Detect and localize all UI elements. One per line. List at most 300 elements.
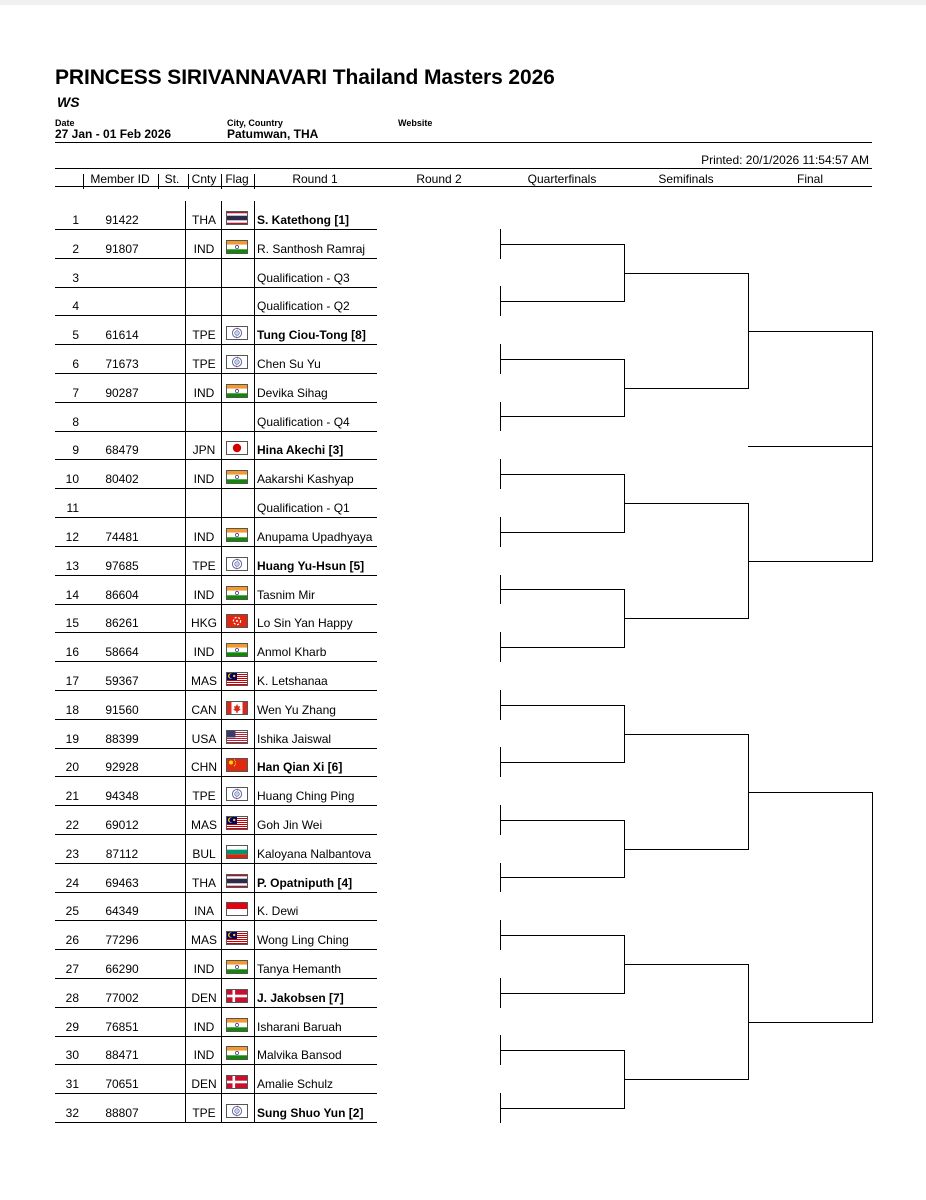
cell-divider <box>185 403 186 432</box>
cell-divider <box>221 777 222 806</box>
country-code: MAS <box>190 818 217 832</box>
draw-entry-row <box>55 720 377 749</box>
columns-bottom-rule <box>55 186 872 187</box>
country-code: TPE <box>192 357 216 372</box>
country-code: THA <box>192 213 216 227</box>
draw-position: 29 <box>65 1019 79 1034</box>
semifinal-connector <box>624 849 748 850</box>
player-name: Tanya Hemanth <box>257 962 342 977</box>
draw-entry-row <box>55 403 377 432</box>
cell-divider <box>254 403 255 432</box>
quarterfinal-connector <box>500 1050 624 1051</box>
member-id: 76851 <box>105 1019 139 1034</box>
cell-divider <box>221 662 222 691</box>
draw-position: 15 <box>65 616 79 631</box>
draw-entry-row <box>55 1065 377 1094</box>
india-flag <box>226 240 248 254</box>
cell-divider <box>221 1008 222 1037</box>
cell-divider <box>221 950 222 979</box>
country-code: TPE <box>192 328 216 343</box>
draw-entry-row <box>55 460 377 489</box>
cell-divider <box>185 1008 186 1037</box>
draw-position: 20 <box>65 760 79 775</box>
cell-divider <box>185 374 186 403</box>
col-round2: Round 2 <box>416 172 462 186</box>
cell-divider <box>221 691 222 720</box>
denmark-flag <box>226 989 248 1003</box>
cell-divider <box>185 892 186 921</box>
draw-position: 27 <box>65 962 79 977</box>
quarterfinal-connector <box>500 474 624 475</box>
cell-divider <box>221 230 222 259</box>
final-connector <box>748 331 872 332</box>
draw-position: 28 <box>65 990 79 1005</box>
player-name: R. Santhosh Ramraj <box>257 241 366 256</box>
cell-divider <box>254 806 255 835</box>
cell-divider <box>254 662 255 691</box>
cell-divider <box>221 460 222 489</box>
country-code: TPE <box>192 558 216 573</box>
seeded-player-name: J. Jakobsen [7] <box>257 990 344 1005</box>
player-name: Wen Yu Zhang <box>257 702 336 717</box>
cell-divider <box>254 1065 255 1094</box>
cell-divider <box>254 259 255 288</box>
draw-entry-row <box>55 287 377 316</box>
chinese-taipei-flag <box>226 557 248 571</box>
member-id: 69012 <box>105 818 139 832</box>
final-connector <box>872 331 873 562</box>
cell-divider <box>254 864 255 893</box>
final-connector <box>748 561 872 562</box>
cell-divider <box>185 316 186 345</box>
member-id: 69463 <box>105 875 139 890</box>
draw-entry-row <box>55 604 377 633</box>
country-code: IND <box>193 472 215 487</box>
draw-entry-row <box>55 547 377 576</box>
quarterfinal-connector <box>500 416 624 417</box>
draw-entry-row <box>55 518 377 547</box>
draw-position: 12 <box>65 529 79 544</box>
cell-divider <box>185 259 186 288</box>
draw-position: 31 <box>65 1077 79 1092</box>
cell-divider <box>254 633 255 662</box>
cell-divider <box>254 950 255 979</box>
country-code: USA <box>191 731 217 746</box>
denmark-flag <box>226 1075 248 1089</box>
draw-entry-row <box>55 316 377 345</box>
cell-divider <box>185 576 186 605</box>
thailand-flag <box>226 211 248 225</box>
country-code: TPE <box>192 1106 216 1121</box>
draw-entry-row <box>55 979 377 1008</box>
col-member-id: Member ID <box>90 172 150 186</box>
cell-divider <box>254 316 255 345</box>
seeded-player-name: P. Opatniputh [4] <box>257 875 353 890</box>
quarterfinal-connector <box>500 877 624 878</box>
member-id: 87112 <box>105 846 139 861</box>
country-code: IND <box>193 587 215 602</box>
cell-divider <box>221 1094 222 1123</box>
draw-entry-row <box>55 1008 377 1037</box>
thailand-flag <box>226 874 248 888</box>
draw-position: 14 <box>65 587 79 602</box>
cell-divider <box>254 431 255 460</box>
country-code: DEN <box>191 990 217 1005</box>
draw-entry-row <box>55 1036 377 1065</box>
cell-divider <box>254 1094 255 1123</box>
member-id: 94348 <box>105 789 139 804</box>
draw-position: 10 <box>65 472 79 487</box>
cell-divider <box>185 201 186 230</box>
draw-entry-row <box>55 691 377 720</box>
country-code: THA <box>192 875 216 890</box>
cell-divider <box>185 720 186 749</box>
draw-entry-row <box>55 835 377 864</box>
cell-divider <box>221 1065 222 1094</box>
draw-entry-row <box>55 806 377 835</box>
cell-divider <box>221 287 222 316</box>
country-code: TPE <box>192 789 216 804</box>
draw-entry-row <box>55 1094 377 1123</box>
member-id: 88471 <box>105 1048 139 1063</box>
seeded-player-name: Sung Shuo Yun [2] <box>257 1106 364 1121</box>
draw-entry-row <box>55 489 377 518</box>
bulgaria-flag <box>226 845 248 859</box>
player-name: Amalie Schulz <box>257 1077 334 1092</box>
cell-divider <box>221 259 222 288</box>
cell-divider <box>221 576 222 605</box>
member-id: 91422 <box>105 213 139 227</box>
draw-position: 24 <box>65 875 79 890</box>
cell-divider <box>254 1036 255 1065</box>
cell-divider <box>221 633 222 662</box>
member-id: 70651 <box>105 1077 139 1092</box>
country-code: DEN <box>191 1077 217 1092</box>
draw-position: 23 <box>65 846 79 861</box>
draw-position: 30 <box>65 1048 79 1063</box>
member-id: 66290 <box>105 962 139 977</box>
player-name: Wong Ling Ching <box>257 933 349 948</box>
cell-divider <box>221 748 222 777</box>
quarterfinal-connector <box>500 647 624 648</box>
cell-divider <box>185 777 186 806</box>
draw-entry-row <box>55 431 377 460</box>
malaysia-flag <box>226 816 248 830</box>
quarterfinal-connector <box>500 820 624 821</box>
india-flag <box>226 384 248 398</box>
draw-position: 2 <box>72 241 79 256</box>
member-id: 92928 <box>105 760 139 775</box>
col-round1: Round 1 <box>292 172 338 186</box>
semifinal-connector <box>624 503 748 504</box>
cell-divider <box>185 460 186 489</box>
country-code: INA <box>193 904 214 919</box>
quarterfinal-connector <box>500 359 624 360</box>
quarterfinal-connector <box>500 935 624 936</box>
india-flag <box>226 470 248 484</box>
malaysia-flag <box>226 931 248 945</box>
country-code: IND <box>193 645 215 660</box>
cell-divider <box>185 489 186 518</box>
cell-divider <box>221 547 222 576</box>
country-code: IND <box>193 385 215 400</box>
member-id: 80402 <box>105 472 139 487</box>
country-code: IND <box>193 529 215 544</box>
cell-divider <box>254 835 255 864</box>
draw-position: 6 <box>72 357 79 372</box>
col-final: Final <box>796 172 823 186</box>
draw-position: 13 <box>65 558 79 573</box>
seeded-player-name: S. Katethong [1] <box>257 213 349 227</box>
cell-divider <box>221 316 222 345</box>
cell-divider <box>254 720 255 749</box>
header-rule <box>55 142 872 143</box>
city-label: City, Country <box>227 118 283 128</box>
seeded-player-name: Han Qian Xi [6] <box>257 760 343 775</box>
member-id: 86604 <box>105 587 139 602</box>
country-code: CAN <box>191 702 217 717</box>
india-flag <box>226 960 248 974</box>
member-id: 77002 <box>105 990 139 1005</box>
cell-divider <box>254 201 255 230</box>
member-id: 64349 <box>105 904 139 919</box>
japan-flag <box>226 441 248 455</box>
cell-divider <box>254 979 255 1008</box>
event-code: WS <box>57 94 80 110</box>
india-flag <box>226 643 248 657</box>
col-country: Cnty <box>191 172 217 186</box>
draw-position: 5 <box>72 328 79 343</box>
cell-divider <box>254 921 255 950</box>
player-name: Lo Sin Yan Happy <box>257 616 353 631</box>
country-code: MAS <box>190 673 217 688</box>
player-name: Anmol Kharb <box>257 645 327 660</box>
country-code: BUL <box>192 846 216 861</box>
semifinal-connector <box>624 964 748 965</box>
draw-entry-row <box>55 374 377 403</box>
tournament-title: PRINCESS SIRIVANNAVARI Thailand Masters 2026 <box>55 66 555 89</box>
cell-divider <box>185 662 186 691</box>
member-id: 91560 <box>105 702 139 717</box>
member-id: 91807 <box>105 241 139 256</box>
cell-divider <box>221 806 222 835</box>
country-code: IND <box>193 1019 215 1034</box>
country-code: IND <box>193 962 215 977</box>
cell-divider <box>185 691 186 720</box>
cell-divider <box>221 431 222 460</box>
columns-top-rule <box>55 168 872 169</box>
usa-flag <box>226 730 248 744</box>
quarterfinal-connector <box>500 301 624 302</box>
member-id: 68479 <box>105 443 139 458</box>
india-flag <box>226 1018 248 1032</box>
date-label: Date <box>55 118 75 128</box>
semifinal-connector <box>624 1079 748 1080</box>
player-name: Tasnim Mir <box>257 587 316 602</box>
draw-entry-row <box>55 259 377 288</box>
quarterfinal-connector <box>500 762 624 763</box>
cell-divider <box>254 345 255 374</box>
member-id: 74481 <box>105 529 139 544</box>
draw-entry-row <box>55 921 377 950</box>
draw-entry-row <box>55 864 377 893</box>
cell-divider <box>254 748 255 777</box>
india-flag <box>226 586 248 600</box>
china-flag <box>226 758 248 772</box>
player-name: Qualification - Q2 <box>257 299 350 314</box>
member-id: 88399 <box>105 731 139 746</box>
member-id: 77296 <box>105 933 139 948</box>
malaysia-flag <box>226 672 248 686</box>
draw-position: 11 <box>66 501 79 516</box>
cell-divider <box>254 230 255 259</box>
quarterfinal-connector <box>500 993 624 994</box>
cell-divider <box>185 921 186 950</box>
draw-entry-row <box>55 345 377 374</box>
cell-divider <box>221 921 222 950</box>
cell-divider <box>254 604 255 633</box>
draw-entry-row <box>55 748 377 777</box>
player-name: Qualification - Q3 <box>257 270 350 285</box>
draw-position: 25 <box>65 904 79 919</box>
country-code: CHN <box>191 760 217 775</box>
cell-divider <box>254 374 255 403</box>
chinese-taipei-flag <box>226 326 248 340</box>
cell-divider <box>185 604 186 633</box>
city-value: Patumwan, THA <box>227 127 319 141</box>
draw-position: 22 <box>65 818 79 832</box>
member-id: 88807 <box>105 1106 139 1121</box>
cell-divider <box>221 864 222 893</box>
player-name: Kaloyana Nalbantova <box>257 846 372 861</box>
semifinal-connector <box>624 388 748 389</box>
cell-divider <box>221 403 222 432</box>
cell-divider <box>254 460 255 489</box>
printed-timestamp: Printed: 20/1/2026 11:54:57 AM <box>701 153 869 167</box>
player-name: Qualification - Q4 <box>257 414 350 429</box>
member-id: 59367 <box>105 673 139 688</box>
draw-sheet <box>0 5 926 1200</box>
draw-entry-row <box>55 950 377 979</box>
cell-divider <box>185 1065 186 1094</box>
draw-entry-row <box>55 633 377 662</box>
final-connector <box>748 1022 872 1023</box>
draw-entry-row <box>55 230 377 259</box>
country-code: MAS <box>190 933 217 948</box>
draw-position: 26 <box>65 933 79 948</box>
draw-entry-row <box>55 777 377 806</box>
cell-divider <box>254 287 255 316</box>
cell-divider <box>185 835 186 864</box>
cell-divider <box>221 604 222 633</box>
player-name: Ishika Jaiswal <box>257 731 332 746</box>
player-name: Chen Su Yu <box>257 357 321 372</box>
member-id: 58664 <box>105 645 139 660</box>
website-label: Website <box>398 118 433 128</box>
final-connector <box>748 792 872 793</box>
player-name: K. Dewi <box>257 904 299 919</box>
cell-divider <box>185 518 186 547</box>
cell-divider <box>254 547 255 576</box>
semifinal-connector <box>624 273 748 274</box>
india-flag <box>226 528 248 542</box>
cell-divider <box>254 1008 255 1037</box>
player-name: K. Letshanaa <box>257 673 328 688</box>
country-code: IND <box>193 1048 215 1063</box>
cell-divider <box>185 633 186 662</box>
draw-position: 17 <box>65 673 79 688</box>
cell-divider <box>221 489 222 518</box>
player-name: Malvika Bansod <box>257 1048 342 1063</box>
cell-divider <box>185 748 186 777</box>
cell-divider <box>185 431 186 460</box>
date-value: 27 Jan - 01 Feb 2026 <box>55 127 172 141</box>
quarterfinal-connector <box>500 705 624 706</box>
player-name: Qualification - Q1 <box>257 501 350 516</box>
chinese-taipei-flag <box>226 355 248 369</box>
cell-divider <box>221 345 222 374</box>
quarterfinal-connector <box>500 244 624 245</box>
cell-divider <box>185 345 186 374</box>
cell-divider <box>185 230 186 259</box>
draw-entry-row <box>55 201 377 230</box>
col-quarterfinals: Quarterfinals <box>527 172 597 186</box>
chinese-taipei-flag <box>226 787 248 801</box>
member-id: 90287 <box>105 385 139 400</box>
cell-divider <box>185 287 186 316</box>
champion-line <box>748 446 872 447</box>
seeded-player-name: Hina Akechi [3] <box>257 443 344 458</box>
cell-divider <box>185 1036 186 1065</box>
draw-position: 8 <box>72 414 79 429</box>
player-name: Aakarshi Kashyap <box>257 472 354 487</box>
draw-position: 18 <box>65 702 79 717</box>
col-status: St. <box>164 172 180 186</box>
member-id: 86261 <box>105 616 139 631</box>
chinese-taipei-flag <box>226 1104 248 1118</box>
cell-divider <box>185 806 186 835</box>
player-name: Isharani Baruah <box>257 1019 342 1034</box>
row-underline <box>55 1122 377 1123</box>
draw-position: 7 <box>72 385 79 400</box>
semifinal-connector <box>624 618 748 619</box>
draw-position: 1 <box>72 213 79 227</box>
hong-kong-flag <box>226 614 248 628</box>
cell-divider <box>221 720 222 749</box>
quarterfinal-connector <box>500 589 624 590</box>
draw-position: 16 <box>65 645 79 660</box>
quarterfinal-connector <box>500 1108 624 1109</box>
draw-position: 4 <box>72 299 79 314</box>
draw-position: 9 <box>72 443 79 458</box>
indonesia-flag <box>226 902 248 916</box>
player-name: Devika Sihag <box>257 385 328 400</box>
draw-position: 19 <box>65 731 79 746</box>
draw-entry-row <box>55 576 377 605</box>
cell-divider <box>221 201 222 230</box>
player-name: Anupama Upadhyaya <box>257 529 373 544</box>
cell-divider <box>254 892 255 921</box>
cell-divider <box>185 979 186 1008</box>
player-name: Huang Ching Ping <box>257 789 355 804</box>
member-id: 97685 <box>105 558 139 573</box>
cell-divider <box>221 979 222 1008</box>
india-flag <box>226 1046 248 1060</box>
country-code: HKG <box>190 616 217 631</box>
cell-divider <box>221 1036 222 1065</box>
country-code: JPN <box>192 443 216 458</box>
player-name: Goh Jin Wei <box>257 818 323 832</box>
